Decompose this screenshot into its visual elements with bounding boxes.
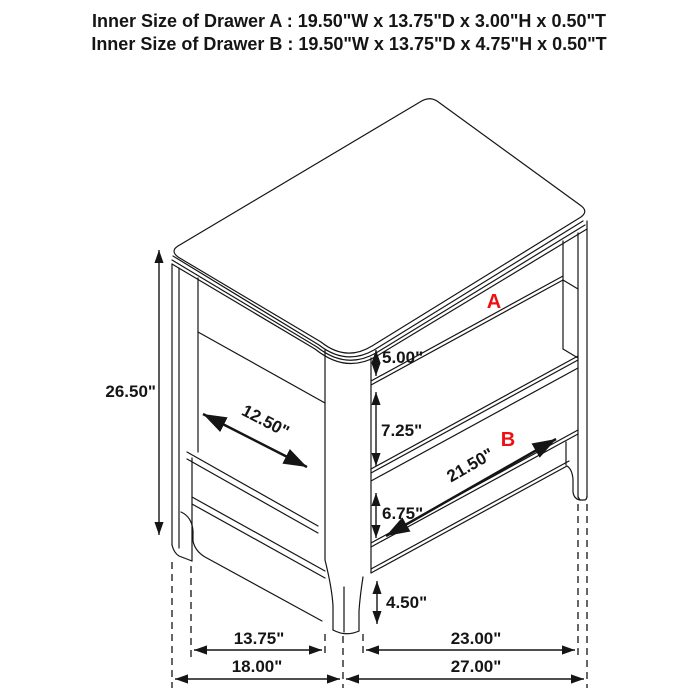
dim-drawer-b-front-width: 21.50" (443, 444, 497, 487)
right-rear-leg (578, 221, 587, 500)
dimension-total-depth (175, 657, 340, 679)
dim-leg-height: 4.50" (386, 593, 428, 612)
dim-drawer-b-front-height: 6.75" (382, 504, 424, 523)
dimension-leg-height (377, 581, 427, 624)
dimension-right-floor-span (366, 629, 575, 650)
dimension-open-shelf-height (376, 392, 422, 466)
header-line-2: Inner Size of Drawer B : 19.50"W x 13.75"D x 4.75"H x 0.50"T (91, 34, 607, 54)
dimension-drawer-a-front-height (376, 348, 423, 376)
label-drawer-b: B (500, 429, 516, 451)
dim-side-shelf-depth: 12.50" (238, 401, 293, 442)
dim-left-floor-span: 13.75" (233, 629, 285, 648)
table-top (172, 99, 587, 364)
dim-total-depth: 18.00" (231, 657, 283, 676)
dimension-left-floor-span (194, 629, 322, 650)
dim-total-width: 27.00" (450, 657, 502, 676)
dim-total-height: 26.50" (105, 382, 156, 401)
right-front-face (371, 241, 587, 573)
left-side-face (172, 264, 325, 621)
dimension-total-width (346, 657, 584, 679)
dim-open-shelf-height: 7.25" (381, 421, 423, 440)
dimension-side-shelf-depth (203, 401, 307, 467)
front-corner-post-and-leg (325, 350, 371, 634)
dim-drawer-a-front-height: 5.00" (382, 348, 424, 367)
label-drawer-a: A (486, 291, 502, 313)
dimension-total-height (105, 250, 159, 535)
nightstand-structure (172, 99, 587, 634)
header-line-1: Inner Size of Drawer A : 19.50"W x 13.75"D x 3.00"H x 0.50"T (91, 11, 607, 31)
dim-right-floor-span: 23.00" (450, 629, 502, 648)
dimension-drawer-b-front-width (386, 439, 556, 536)
